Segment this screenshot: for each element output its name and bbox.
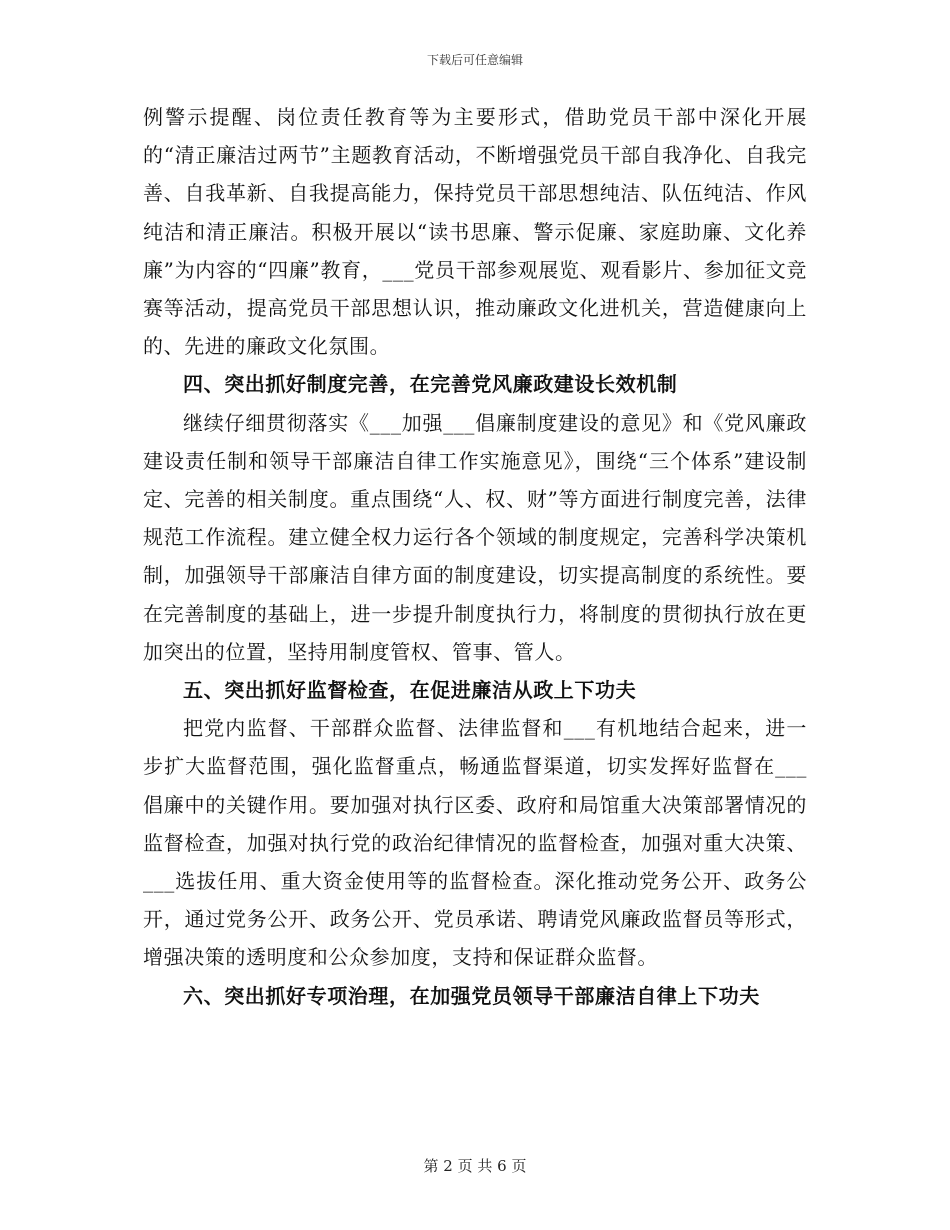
page-number: 第 2 页 共 6 页 xyxy=(423,1157,527,1175)
paragraph-continued: 例警示提醒、岗位责任教育等为主要形式，借助党员干部中深化开展的“清正廉洁过两节”主题教育活动，不断增强党员干部自我净化、自我完善、自我革新、自我提高能力，保持党员干部思想纯洁、队伍纯洁、作风纯洁和清正廉洁。积极开展以“读书思廉、警示促廉、家庭助廉、文化养廉”为内容的“四廉”教育，___党员干部参观展览、观看影片、参加征文竞赛等活动，提高党员干部思想认识，推动廉政文化进机关，营造健康向上的、先进的廉政文化氛围。 xyxy=(143,105,807,359)
section-heading-5: 五、突出抓好监督检查，在促进廉洁从政上下功夫 xyxy=(183,678,637,703)
paragraph-section-5: 把党内监督、干部群众监督、法律监督和___有机地结合起来，进一步扩大监督范围，强化监督重点，畅通监督渠道，切实发挥好监督在___倡廉中的关键作用。要加强对执行区委、政府和局馆重大决策部署情况的监督检查，加强对执行党的政治纪律情况的监督检查，加强对重大决策、___选拔任用、重大资金使用等的监督检查。深化推动党务公开、政务公开，通过党务公开、政务公开、党员承诺、聘请党风廉政监督员等形式，增强决策的透明度和公众参加度，支持和保证群众监督。 xyxy=(143,716,807,970)
section-heading-4: 四、突出抓好制度完善，在完善党风廉政建设长效机制 xyxy=(183,372,678,397)
page-header: 下载后可任意编辑 xyxy=(426,53,523,67)
paragraph-section-4: 继续仔细贯彻落实《___加强___倡廉制度建设的意见》和《党风廉政建设责任制和领导干部廉洁自律工作实施意见》，围绕“三个体系”建设制定、完善的相关制度。重点围绕“人、权、财”等方面进行制度完善，法律规范工作流程。建立健全权力运行各个领域的制度规定，完善科学决策机制，加强领导干部廉洁自律方面的制度建设，切实提高制度的系统性。要在完善制度的基础上，进一步提升制度执行力，将制度的贯彻执行放在更加突出的位置，坚持用制度管权、管事、管人。 xyxy=(143,410,807,664)
section-heading-6: 六、突出抓好专项治理，在加强党员领导干部廉洁自律上下功夫 xyxy=(183,983,760,1008)
document-body xyxy=(143,98,807,1015)
